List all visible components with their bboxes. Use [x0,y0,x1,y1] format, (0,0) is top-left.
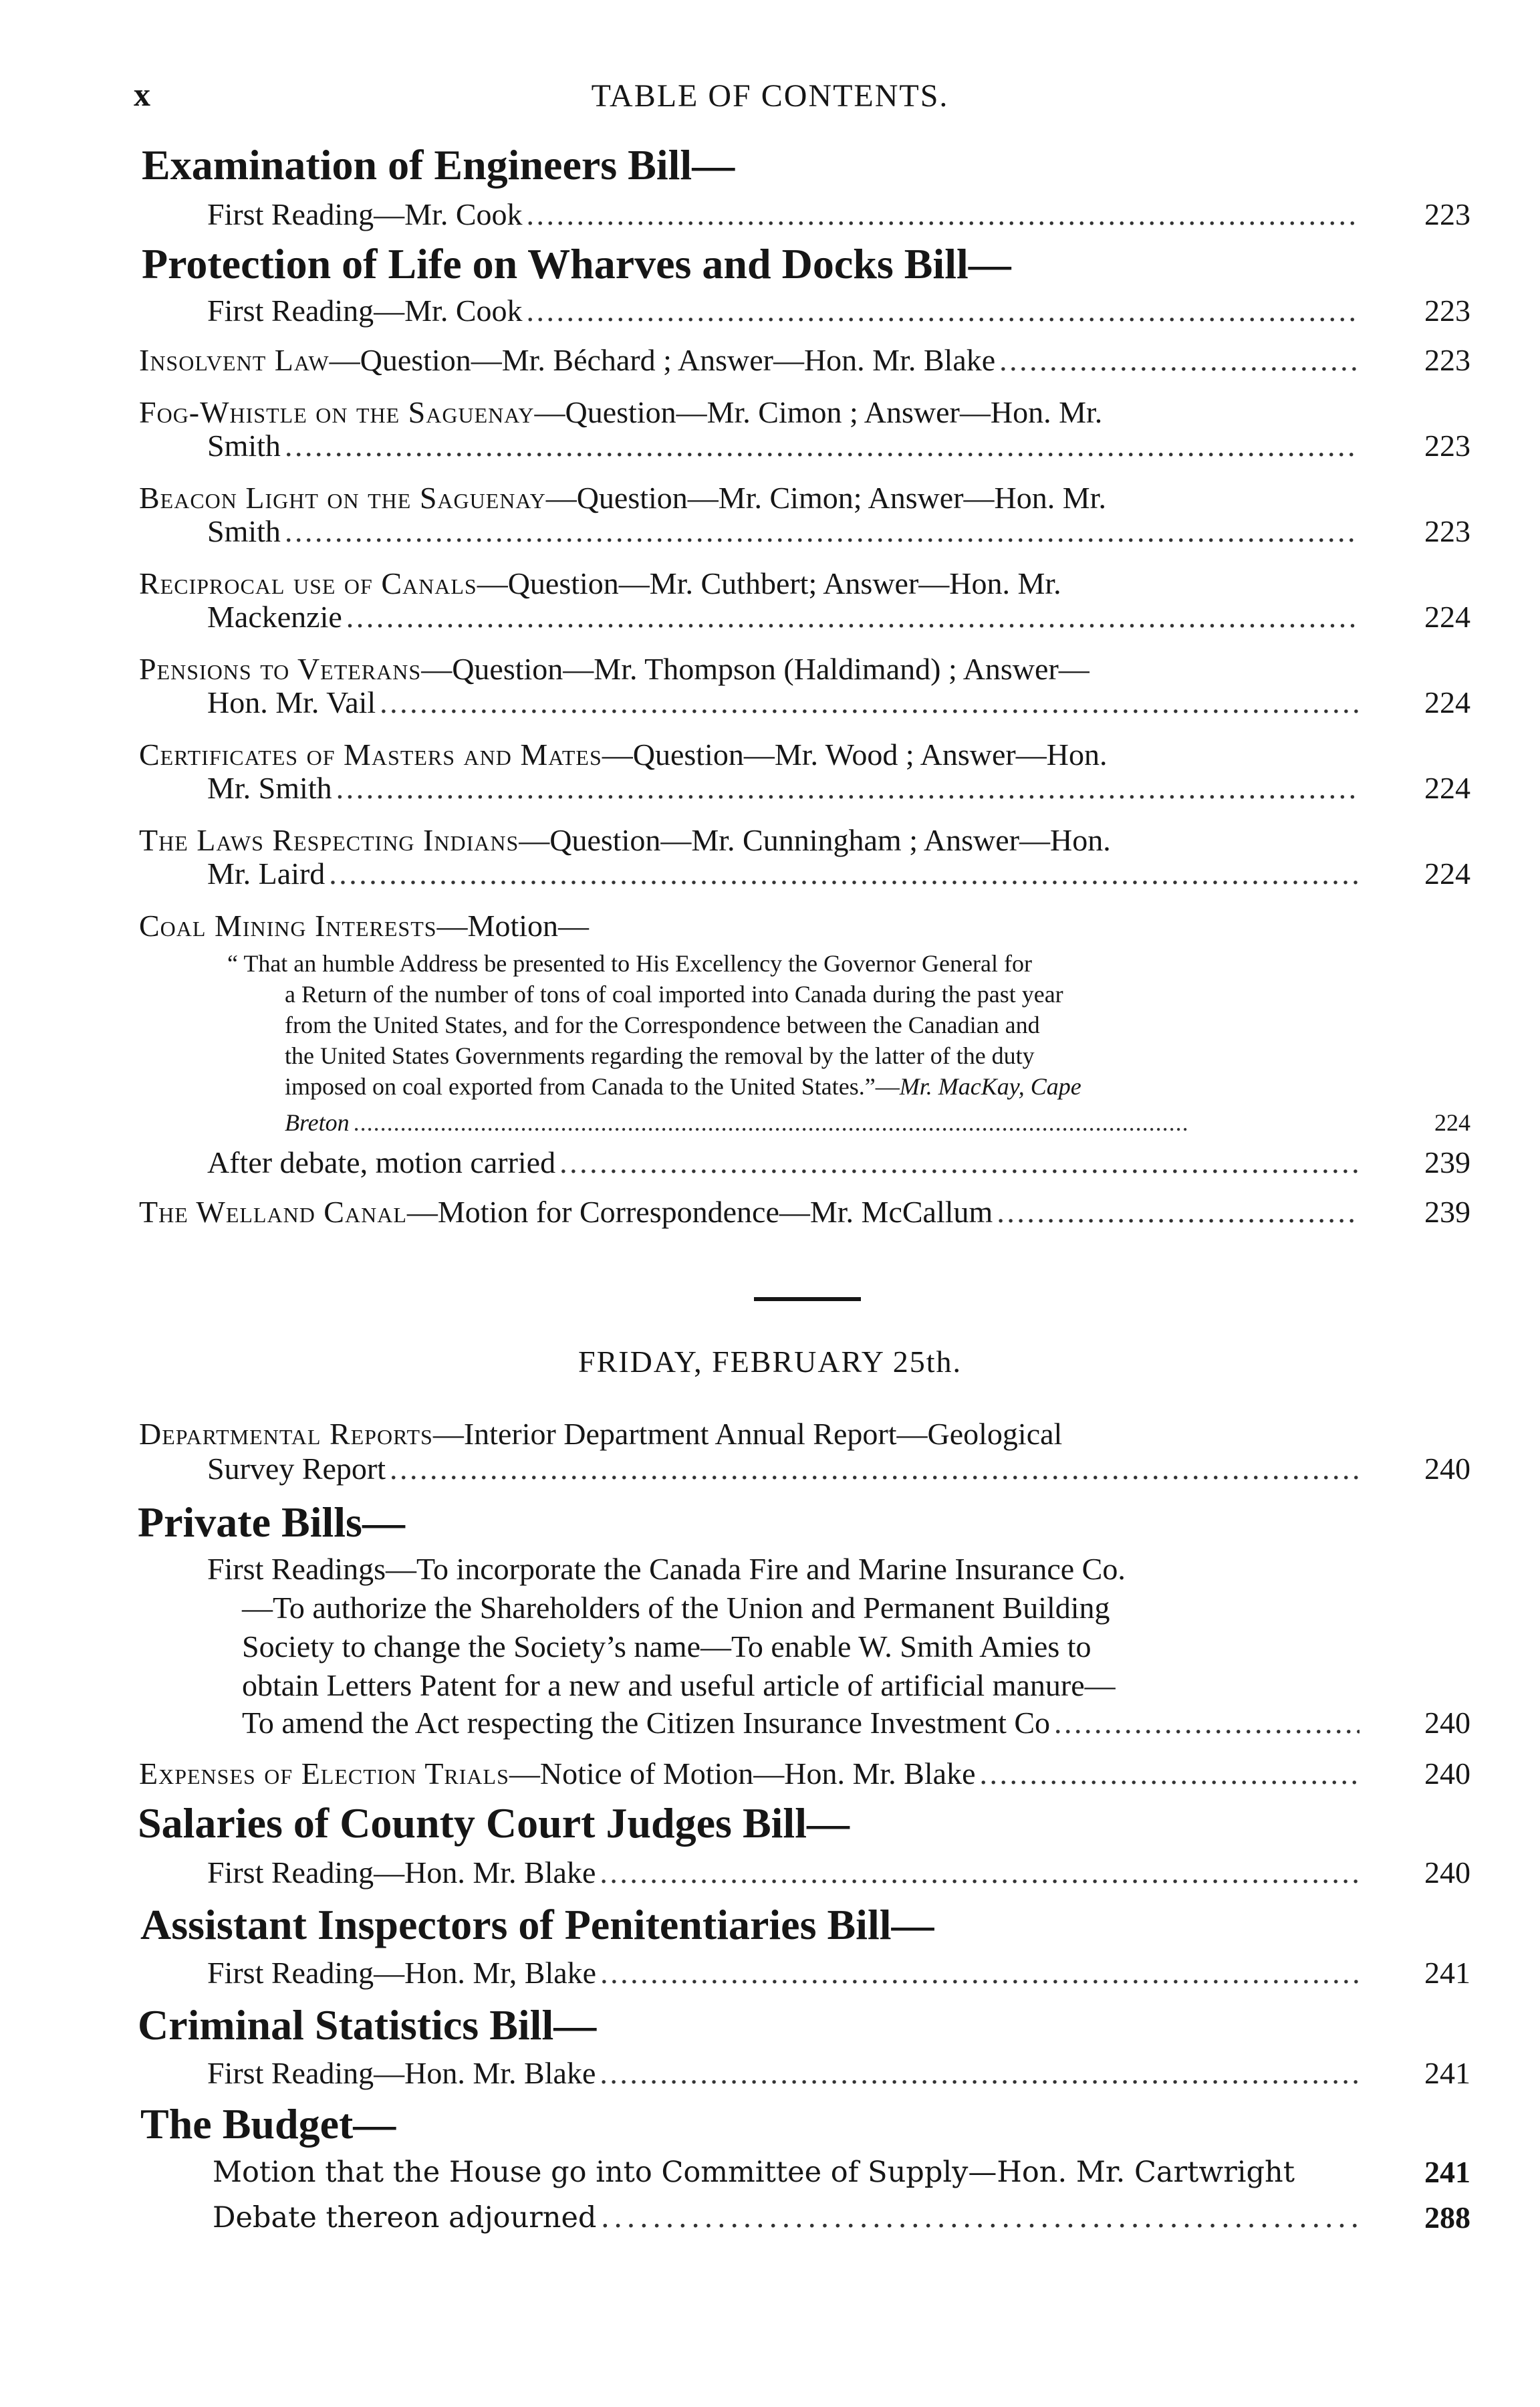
page-ref: 223 [1424,294,1470,328]
dot-leader [559,1142,1360,1183]
page-ref: 288 [1424,2200,1470,2234]
entry-subject: The Laws Respecting Indians [139,823,519,857]
page-ref: 240 [1424,1855,1470,1889]
entry-subject: Fog-Whistle on the Saguenay [139,395,535,429]
dot-leader [527,290,1360,332]
motion-quote: “ That an humble Address be presented to His Excellency the Governor General for a Return of the number of tons of coal imported into Canada during the past year from the United States, and for the Correspondence between the Canadian and the United States Governments regarding the removal by the latter of the duty imposed on coal exported from Canada to the United States.”—Mr. MacKay, Cape [227,950,1081,1100]
toc-line: Debate thereon adjourned . . . [213,2197,1364,2239]
bill-heading: Salaries of County Court Judges Bill— [138,1799,850,1847]
toc-line-continuation: Mr. Smith . . . [207,768,1364,809]
entry-subject: Beacon Light on the Saguenay [139,481,546,515]
bill-heading: Examination of Engineers Bill— [142,141,735,189]
bill-heading: Private Bills— [138,1498,405,1546]
entry-subject: Certificates of Masters and Mates [139,737,602,772]
entry-subject: Pensions to Veterans [139,652,422,686]
toc-line: Fog-Whistle on the Saguenay—Question—Mr. Cimon ; Answer—Hon. Mr. [139,395,1103,429]
dot-leader [346,596,1360,638]
page-ref: 224 [1424,600,1470,634]
page-ref: 224 [1434,1109,1470,1136]
toc-line-continuation: To amend the Act respecting the Citizen Insurance Investment Co . . . [242,1702,1364,1744]
quote-author: Mr. MacKay, Cape [899,1073,1081,1100]
toc-line: First Reading—Hon. Mr. Blake . . . [207,1852,1364,1894]
page-ref: 224 [1424,771,1470,805]
toc-line: Insolvent Law—Question—Mr. Béchard ; Answer—Hon. Mr. Blake . . . [139,340,1364,381]
toc-line: First Reading—Mr. Cook . . . [207,290,1364,332]
dot-leader [527,194,1360,235]
page-ref: 239 [1424,1195,1470,1229]
toc-line: Certificates of Masters and Mates—Question—Mr. Wood ; Answer—Hon. [139,737,1108,772]
dot-leader [1054,1702,1360,1744]
toc-line: First Reading—Hon. Mr. Blake . . . [207,2053,1364,2094]
running-title: TABLE OF CONTENTS. [591,78,949,114]
page-ref: 241 [1424,2155,1470,2189]
dot-leader [285,425,1360,467]
toc-line-continuation: Smith . . . [207,511,1364,552]
toc-line: Beacon Light on the Saguenay—Question—Mr. Cimon; Answer—Hon. Mr. [139,481,1106,515]
toc-line: Pensions to Veterans—Question—Mr. Thompson (Haldimand) ; Answer— [139,652,1089,686]
page-ref: 241 [1424,1956,1470,1990]
page-ref: 240 [1424,1756,1470,1791]
dot-leader [600,2053,1360,2094]
dot-leader [336,768,1360,809]
bill-heading: Protection of Life on Wharves and Docks Bill— [142,240,1011,288]
toc-line-continuation: Mackenzie . . . [207,596,1364,638]
entry-subject: Coal Mining Interests [139,909,437,943]
dot-leader [329,853,1360,895]
page-ref: 223 [1424,343,1470,377]
dot-leader [979,1753,1360,1795]
page-ref: 240 [1424,1452,1470,1486]
dot-leader [354,1102,1360,1143]
toc-line-continuation: Survey Report . . . [207,1448,1364,1490]
page-ref: 223 [1424,429,1470,463]
page-ref: 224 [1424,685,1470,719]
toc-line: After debate, motion carried . . . [207,1142,1364,1183]
toc-line-continuation: Smith . . . [207,425,1364,467]
toc-line: Departmental Reports—Interior Department Annual Report—Geological [139,1417,1063,1451]
page-ref: 239 [1424,1145,1470,1179]
dot-leader [999,340,1360,381]
page-ref: 240 [1424,1706,1470,1740]
toc-line: Reciprocal use of Canals—Question—Mr. Cuthbert; Answer—Hon. Mr. [139,566,1061,600]
toc-line-continuation: Mr. Laird . . . [207,853,1364,895]
dot-leader [380,682,1360,723]
page-ref: 224 [1424,856,1470,891]
bill-heading: Assistant Inspectors of Penitentiaries Bill— [140,1901,934,1948]
dot-leader [390,1448,1360,1490]
entry-subject: Expenses of Election Trials [139,1756,509,1791]
dot-leader [600,1952,1360,1994]
dot-leader [600,2197,1360,2239]
toc-line: First Reading—Mr. Cook . . . [207,194,1364,235]
page-ref: 223 [1424,514,1470,548]
entry-subject: Departmental Reports [139,1417,433,1451]
toc-line-continuation: Breton . . . [285,1102,1364,1143]
section-divider [754,1297,861,1301]
toc-line: The Welland Canal—Motion for Correspondence—Mr. McCallum . . . [139,1191,1364,1233]
toc-line-continuation: Hon. Mr. Vail . . . [207,682,1364,723]
toc-line: Coal Mining Interests—Motion— [139,909,590,943]
toc-line: Expenses of Election Trials—Notice of Motion—Hon. Mr. Blake . . . [139,1753,1364,1795]
private-bills-text: First Readings—To incorporate the Canada Fire and Marine Insurance Co. —To authorize the Shareholders of the Union and Permanent Building Society to change the Society’s name—To enable W. Smith Amies to obtain Letters Patent for a new and useful article of artificial manure— [207,1552,1126,1702]
dot-leader [997,1191,1360,1233]
page-ref: 223 [1424,197,1470,231]
bill-heading: The Budget— [140,2100,396,2148]
day-heading: FRIDAY, FEBRUARY 25th. [578,1345,962,1379]
entry-subject: Insolvent Law [139,343,330,377]
bill-heading: Criminal Statistics Bill— [138,2001,597,2049]
dot-leader [600,1852,1360,1894]
page-number: x [134,76,150,113]
page-header [0,75,1540,128]
entry-subject: The Welland Canal [139,1195,407,1229]
page-ref: 241 [1424,2056,1470,2090]
toc-line: Motion that the House go into Committee of Supply—Hon. Mr. Cartwright [213,2156,1295,2189]
dot-leader [285,511,1360,552]
toc-line: First Reading—Hon. Mr, Blake . . . [207,1952,1364,1994]
entry-subject: Reciprocal use of Canals [139,566,477,600]
toc-line: The Laws Respecting Indians—Question—Mr. Cunningham ; Answer—Hon. [139,823,1111,857]
